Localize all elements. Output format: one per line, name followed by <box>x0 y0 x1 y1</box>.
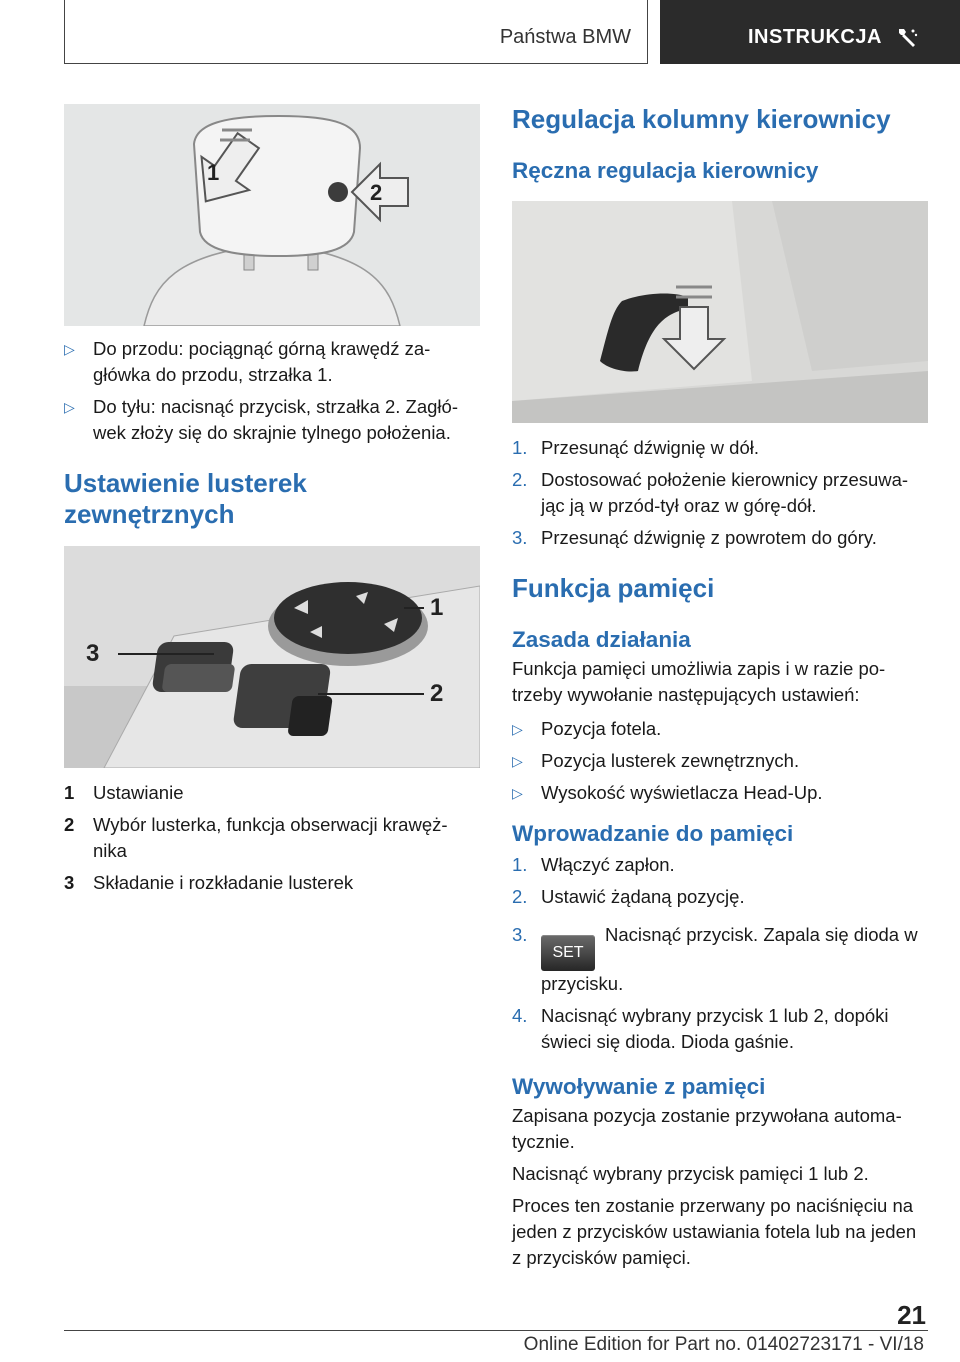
footer-edition: Online Edition for Part no. 01402723171 - VI/18 <box>523 1334 924 1355</box>
list-item <box>512 716 928 742</box>
header-chapter-box <box>660 0 960 64</box>
legend-number: 3 <box>64 872 75 893</box>
legend-number: 2 <box>64 814 75 835</box>
step-text: Nacisnąć przycisk. Zapala się dioda w przycisku. <box>541 924 918 994</box>
list-item-text: Do przodu: pociągnąć górną krawędź za-główka do przodu, strzałka 1. <box>93 338 431 385</box>
header-section-box <box>64 0 648 64</box>
step-text: Przesunąć dźwignię w dół. <box>541 437 759 458</box>
step-number: 1. <box>512 437 528 458</box>
legend-item <box>64 812 480 864</box>
step-item <box>512 884 928 910</box>
store-steps <box>512 852 928 1055</box>
legend-text: Składanie i rozkładanie lusterek <box>93 872 354 893</box>
principle-heading: Zasada działania <box>512 627 691 652</box>
list-item-text: Do tyłu: nacisnąć przycisk, strzałka 2. Zagłó-wek złoży się do skrajnie tylnego położenia. <box>93 396 458 443</box>
step-number: 2. <box>512 886 528 907</box>
memory-heading: Funkcja pamięci <box>512 573 715 603</box>
steering-heading: Regulacja kolumny kierownicy <box>512 104 891 134</box>
page-number: 21 <box>897 1300 926 1330</box>
list-item <box>512 780 928 806</box>
legend-item <box>64 870 480 896</box>
mirror-switch-illustration <box>64 546 480 768</box>
step-text: Ustawić żądaną pozycję. <box>541 886 745 907</box>
list-item <box>64 394 480 446</box>
list-item-text: Pozycja lusterek zewnętrznych. <box>541 750 800 771</box>
headrest-arrow-1-label: 1 <box>207 160 220 185</box>
step-number: 3. <box>512 527 528 548</box>
recall-paragraph: Zapisana pozycja zostanie przywołana automa-tycznie. <box>512 1105 902 1152</box>
legend-number: 1 <box>64 782 75 803</box>
step-text: Nacisnąć wybrany przycisk 1 lub 2, dopóki świeci się dioda. Dioda gaśnie. <box>541 1005 889 1052</box>
footer-divider <box>64 1330 928 1331</box>
mirror-label-1: 1 <box>430 594 444 621</box>
recall-paragraph: Nacisnąć wybrany przycisk pamięci 1 lub 2. <box>512 1163 869 1184</box>
list-item <box>512 748 928 774</box>
triangle-bullet-icon: ▷ <box>512 785 523 801</box>
step-number: 2. <box>512 469 528 490</box>
step-text: Dostosować położenie kierownicy przesuwa-jąc ją w przód-tył oraz w górę-dół. <box>541 469 909 516</box>
mirror-label-2: 2 <box>430 680 444 707</box>
step-item <box>512 852 928 878</box>
steering-lever-illustration <box>512 201 928 423</box>
step-item <box>512 435 928 461</box>
triangle-bullet-icon: ▷ <box>512 721 523 737</box>
left-column <box>64 104 480 902</box>
header-chapter-title: INSTRUKCJA <box>748 26 882 48</box>
mirror-label-3: 3 <box>86 640 100 667</box>
principle-list <box>512 716 928 806</box>
header-section-title: Państwa BMW <box>499 26 631 48</box>
list-item-text: Wysokość wyświetlacza Head-Up. <box>541 782 823 803</box>
set-button[interactable]: SET <box>541 935 595 971</box>
triangle-bullet-icon: ▷ <box>512 753 523 769</box>
right-column <box>512 104 928 1271</box>
step-item <box>512 1003 928 1055</box>
step-number: 3. <box>512 924 528 945</box>
recall-heading: Wywoływanie z pamięci <box>512 1074 766 1099</box>
headrest-list <box>64 336 480 446</box>
manual-steps <box>512 435 928 551</box>
step-text: Włączyć zapłon. <box>541 854 675 875</box>
legend-item <box>64 780 480 806</box>
triangle-bullet-icon: ▷ <box>64 399 75 415</box>
store-heading: Wprowadzanie do pamięci <box>512 821 794 846</box>
headrest-illustration <box>64 104 480 326</box>
step-item <box>512 922 928 997</box>
principle-text: Funkcja pamięci umożliwia zapis i w razie po-trzeby wywołanie następujących ustawień: <box>512 658 886 705</box>
mirror-legend <box>64 780 480 896</box>
step-text: Przesunąć dźwignię z powrotem do góry. <box>541 527 877 548</box>
step-number: 1. <box>512 854 528 875</box>
mirror-heading: Ustawienie lusterek zewnętrznych <box>64 468 307 529</box>
list-item-text: Pozycja fotela. <box>541 718 662 739</box>
headrest-arrow-2-label: 2 <box>370 180 383 205</box>
triangle-bullet-icon: ▷ <box>64 341 75 357</box>
recall-paragraph: Proces ten zostanie przerwany po naciśnięciu na jeden z przycisków ustawiania fotela lub na jeden z przycisków pamięci. <box>512 1195 917 1268</box>
step-number: 4. <box>512 1005 528 1026</box>
manual-heading: Ręczna regulacja kierownicy <box>512 158 819 183</box>
wrench-icon <box>896 26 918 48</box>
step-item <box>512 525 928 551</box>
legend-text: Wybór lusterka, funkcja obserwacji krawęż-nika <box>93 814 448 861</box>
legend-text: Ustawianie <box>93 782 184 803</box>
step-item <box>512 467 928 519</box>
list-item <box>64 336 480 388</box>
